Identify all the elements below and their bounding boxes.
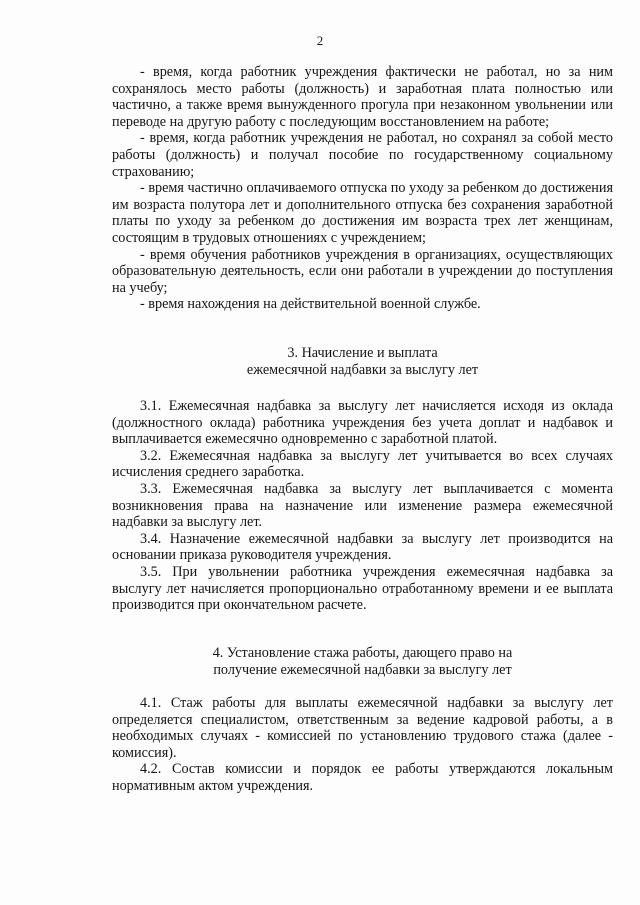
paragraph-3-5: 3.5. При увольнении работника учреждения ежемесячная надбавка за выслугу лет начисляется пропорционально отработанному времени и ее выплата производится при окончательном расчете. bbox=[112, 563, 613, 614]
paragraph-4-2: 4.2. Состав комиссии и порядок ее работы утверждаются локальным нормативным актом учреждения. bbox=[112, 761, 613, 794]
section-4-heading bbox=[112, 645, 613, 678]
paragraph-4-1: 4.1. Стаж работы для выплаты ежемесячной надбавки за выслугу лет определяется специалистом, ответственным за ведение кадровой работы, а в необходимых случаях - комиссией по установлению трудового стажа (далее - комиссия). bbox=[112, 695, 613, 761]
paragraph-3-3: 3.3. Ежемесячная надбавка за выслугу лет выплачивается с момента возникновения права на назначение или изменение размера ежемесячной надбавки за выслугу лет. bbox=[112, 480, 613, 531]
section-4-body bbox=[112, 695, 613, 795]
paragraph-3-2: 3.2. Ежемесячная надбавка за выслугу лет учитывается во всех случаях исчисления среднего заработка. bbox=[112, 447, 613, 481]
list-item: - время частично оплачиваемого отпуска по уходу за ребенком до достижения им возраста полутора лет и дополнительного отпуска без сохранения заработной платы по уходу за ребенком до достижения им возраста трех лет женщинам, состоящим в трудовых отношениях с учреждением; bbox=[112, 180, 613, 246]
page-number: 2 bbox=[316, 33, 324, 48]
list-item: - время, когда работник учреждения фактически не работал, но за ним сохранялось место работы (должность) и заработная плата полностью или частично, а также время вынужденного прогула при незаконном увольнении или переводе на другую работу с последующим восстановлением на работе; bbox=[112, 64, 613, 130]
section-3-title-line-2: ежемесячной надбавки за выслугу лет bbox=[246, 361, 479, 378]
section-4-title-line-1: 4. Установление стажа работы, дающего право на bbox=[212, 645, 513, 661]
section-4-title-line-2: получение ежемесячной надбавки за выслугу лет bbox=[213, 661, 512, 678]
paragraph-3-1: 3.1. Ежемесячная надбавка за выслугу лет начисляется исходя из оклада (должностного оклада) работника учреждения без учета доплат и надбавок и выплачивается ежемесячно одновременно с заработной платой. bbox=[112, 398, 613, 448]
list-item: - время, когда работник учреждения не работал, но сохранял за собой место работы (должность) и получал пособие по государственному социальному страхованию; bbox=[112, 130, 613, 180]
paragraph-3-4: 3.4. Назначение ежемесячной надбавки за выслугу лет производится на основании приказа руководителя учреждения. bbox=[112, 530, 613, 564]
list-item: - время нахождения на действительной военной службе. bbox=[140, 296, 481, 313]
section-3-body bbox=[112, 398, 613, 614]
section-3-heading bbox=[112, 345, 613, 378]
list-block bbox=[112, 64, 613, 313]
list-item: - время обучения работников учреждения в организациях, осуществляющих образовательную деятельность, если они работали в учреждении до поступления на учебу; bbox=[112, 246, 613, 296]
section-3-title-line-1: 3. Начисление и выплата bbox=[287, 345, 438, 361]
